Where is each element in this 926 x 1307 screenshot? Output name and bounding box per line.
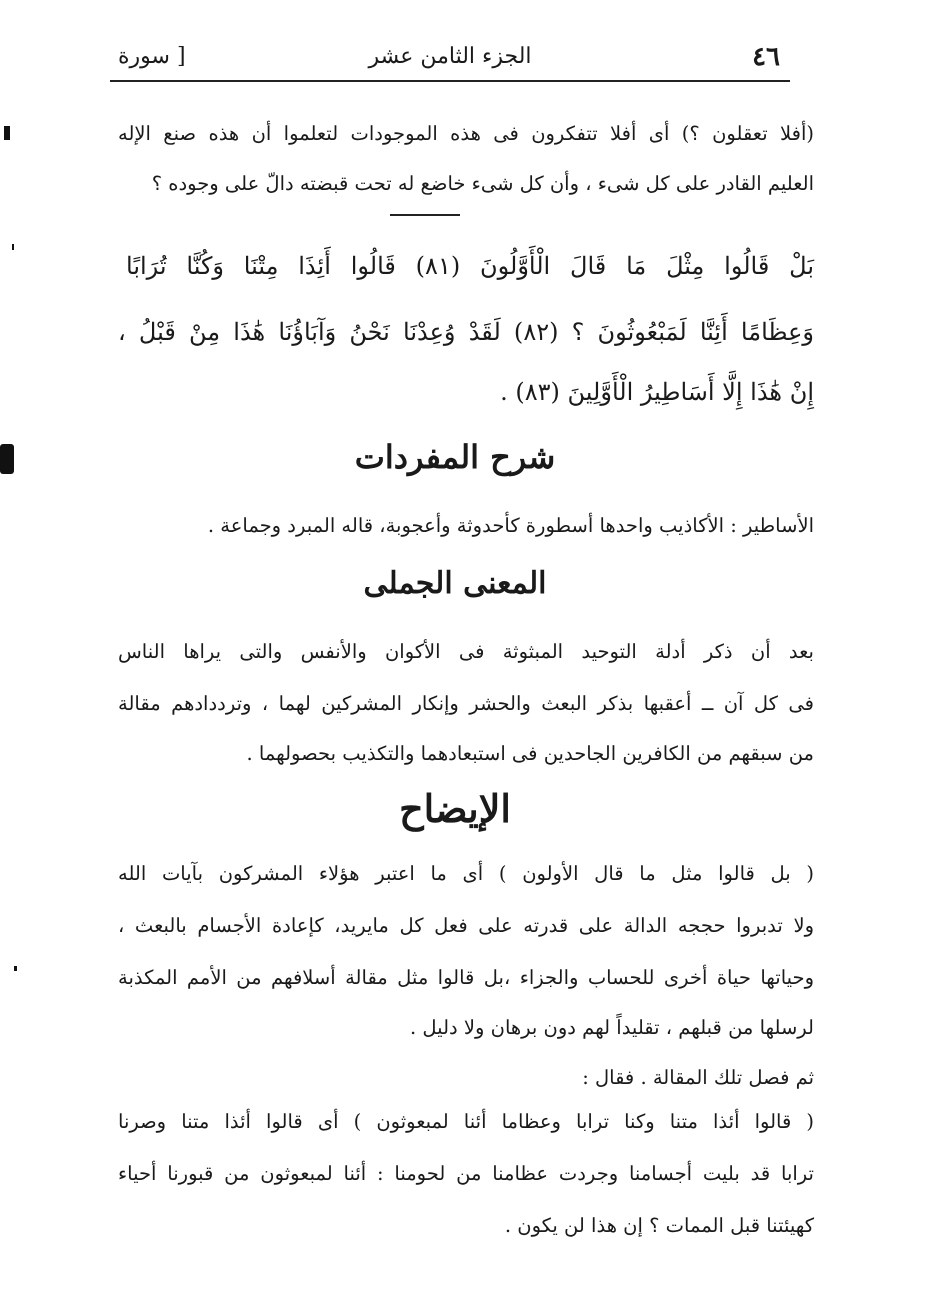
verse-line: بَلْ قَالُوا مِثْلَ مَا قَالَ الْأَوَّلُونَ (٨١) قَالُوا أَئِذَا مِتْنَا وَكُنَّا تُرَابًا (126, 252, 815, 280)
running-title: الجزء الثامن عشر (368, 44, 532, 69)
explanation-heading: الإيضاح (399, 786, 511, 831)
verse-line: إِنْ هَٰذَا إِلَّا أَسَاطِيرُ الْأَوَّلِينَ (٨٣) . (500, 378, 814, 406)
scan-blot (0, 444, 14, 474)
page-header (110, 38, 790, 78)
intro-line: (أفلا تعقلون ؟) أى أفلا تتفكرون فى هذه الموجودات لتعلموا أن هذه صنع الإله (118, 122, 814, 145)
summary-line: من سبقهم من الكافرين الجاحدين فى استبعادهما والتكذيب بحصولهما . (246, 742, 814, 765)
explanation-line: لرسلها من قبلهم ، تقليداً لهم دون برهان ولا دليل . (410, 1016, 814, 1039)
vocab-heading: شرح المفردات (354, 438, 556, 476)
explanation-line: ( بل قالوا مثل ما قال الأولون ) أى ما اعتبر هؤلاء المشركون بآيات الله (118, 862, 814, 885)
explanation-line: وحياتها حياة أخرى للحساب والجزاء ،بل قالوا مثل مقالة أسلافهم من الأمم المكذبة (118, 966, 814, 989)
explanation-line: ترابا قد بليت أجسامنا وجردت عظامنا من لحومنا : أئنا لمبعوثون من قبورنا أحياء (118, 1162, 814, 1185)
surah-label: [ سورة (118, 44, 186, 69)
summary-line: بعد أن ذكر أدلة التوحيد المبثوثة فى الأكوان والأنفس والتى يراها الناس (118, 640, 814, 663)
explanation-line: ثم فصل تلك المقالة . فقال : (582, 1066, 814, 1089)
explanation-line: كهيئتنا قبل الممات ؟ إن هذا لن يكون . (504, 1214, 814, 1237)
intro-line: العليم القادر على كل شىء ، وأن كل شىء خاضع له تحت قبضته دالّ على وجوده ؟ (151, 172, 814, 195)
scan-blot (4, 126, 10, 140)
page-number: ٤٦ (752, 42, 780, 72)
explanation-line: ولا تدبروا حججه الدالة على قدرته على فعل كل مايريد، كإعادة الأجسام بالبعث ، (118, 914, 814, 937)
separator-rule (390, 214, 460, 216)
verse-line: وَعِظَامًا أَئِنَّا لَمَبْعُوثُونَ ؟ (٨٢) لَقَدْ وُعِدْنَا نَحْنُ وَآبَاؤُنَا هَٰذَا مِنْ قَبْلُ ، (118, 318, 814, 346)
summary-line: فى كل آن ــ أعقبها بذكر البعث والحشر وإنكار المشركين لهما ، وترددادهم مقالة (118, 692, 814, 715)
scan-speck (12, 244, 14, 250)
scan-speck (14, 966, 17, 971)
explanation-line: ( قالوا أئذا متنا وكنا ترابا وعظاما أئنا لمبعوثون ) أى قالوا أئذا متنا وصرنا (118, 1110, 814, 1133)
summary-heading: المعنى الجملى (363, 566, 547, 601)
vocab-line: الأساطير : الأكاذيب واحدها أسطورة كأحدوثة وأعجوبة، قاله المبرد وجماعة . (207, 514, 814, 537)
header-rule (110, 80, 790, 82)
